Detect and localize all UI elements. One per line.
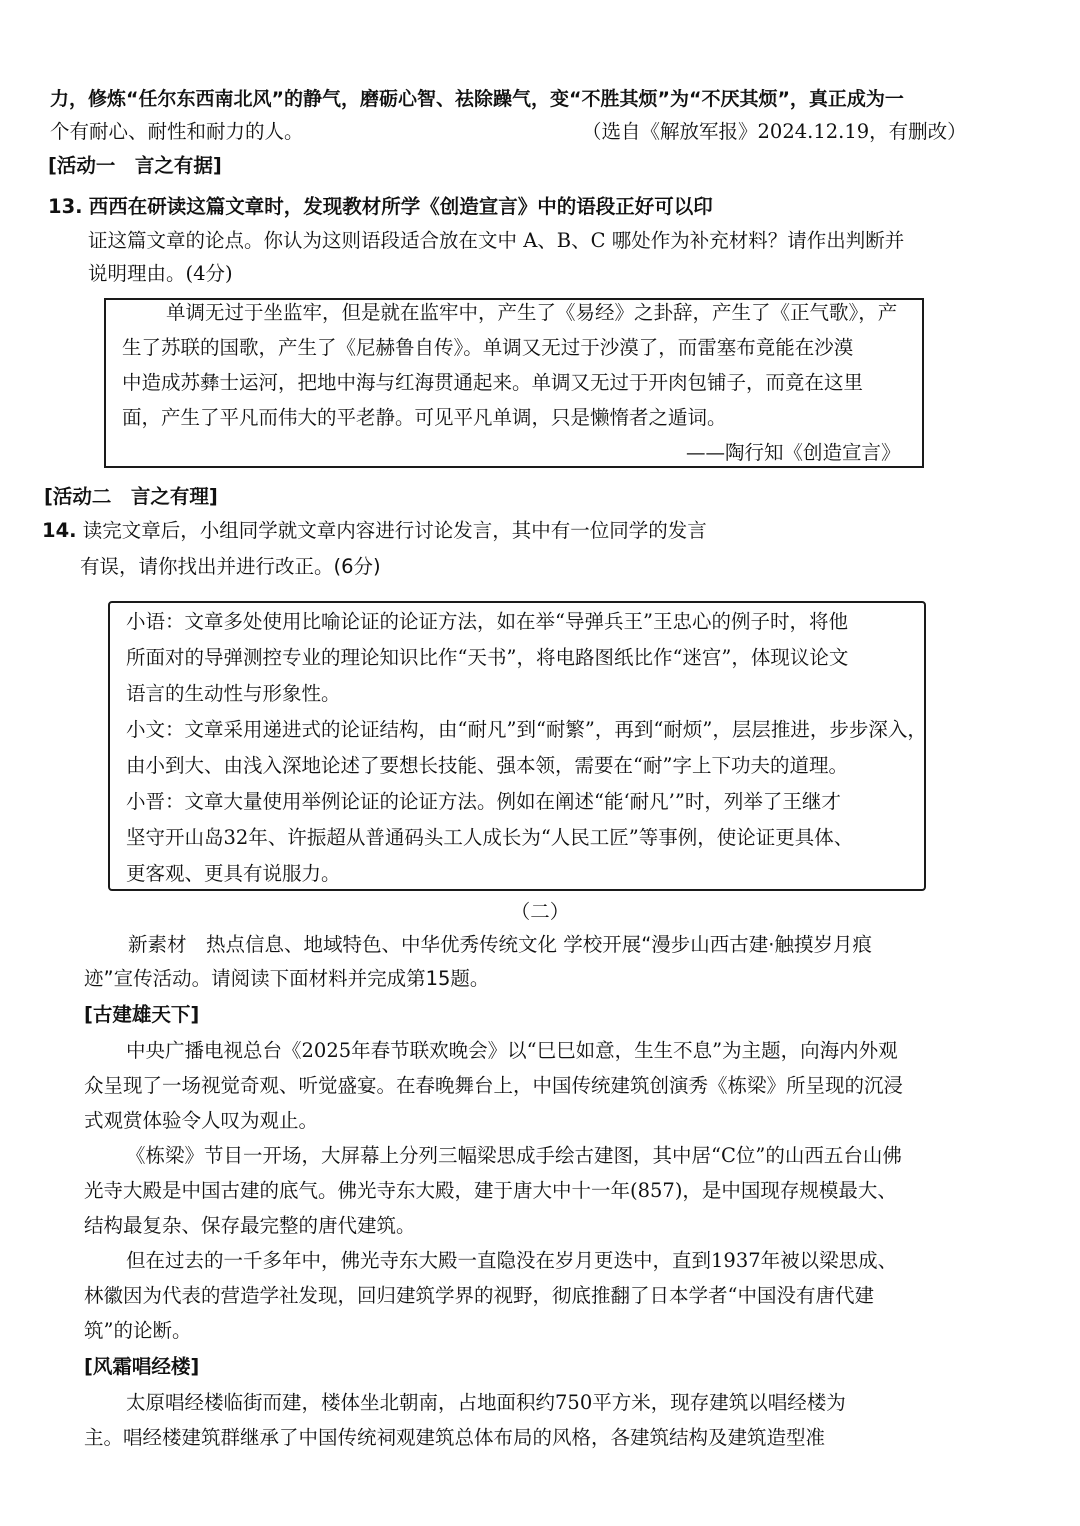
discussion-line: 小语：文章多处使用比喻论证的论证方法，如在举“导弹兵王”王忠心的例子时，将他 [126, 610, 848, 633]
discussion-box [108, 601, 926, 891]
paragraph-line: 光寺大殿是中国古建的底气。佛光寺东大殿，建于唐大中十一年(857)，是中国现存规模最大、 [84, 1179, 897, 1202]
activity-heading: [活动一 言之有据] [48, 154, 222, 177]
discussion-line: 语言的生动性与形象性。 [126, 682, 341, 705]
question-text: 有误，请你找出并进行改正。(6分) [80, 555, 381, 578]
intro-line: 迹”宣传活动。请阅读下面材料并完成第15题。 [84, 967, 490, 990]
intro-line: 新素材 热点信息、地域特色、中华优秀传统文化 学校开展“漫步山西古建·触摸岁月痕 [128, 933, 872, 956]
quote-line: 中造成苏彝士运河，把地中海与红海贯通起来。单调又无过于开肉包铺子，而竟在这里 [122, 371, 864, 394]
quote-attribution: ——陶行知《创造宣言》 [686, 441, 901, 464]
paragraph-line: 筑”的论断。 [84, 1319, 192, 1342]
source-citation: （选自《解放军报》2024.12.19，有删改） [582, 120, 967, 143]
question-number: 13. [48, 195, 83, 218]
subsection-heading: [风霜唱经楼] [84, 1355, 200, 1378]
question-text: 证这篇文章的论点。你认为这则语段适合放在文中 A、B、C 哪处作为补充材料？请作出判断并 [88, 229, 905, 252]
discussion-line: 由小到大、由浅入深地论述了要想长技能、强本领，需要在“耐”字上下功夫的道理。 [126, 754, 848, 777]
paragraph-line: 太原唱经楼临街而建，楼体坐北朝南，占地面积约750平方米，现存建筑以唱经楼为 [126, 1391, 846, 1414]
section-title: （二） [510, 900, 570, 923]
question-14 [42, 516, 707, 546]
quote-line: 单调无过于坐监牢，但是就在监牢中，产生了《易经》之卦辞，产生了《正气歌》，产 [166, 301, 898, 324]
discussion-line: 坚守开山岛32年、许振超从普通码头工人成长为“人民工匠”等事例，使论证更具体、 [126, 826, 854, 849]
discussion-line: 小文：文章采用递进式的论证结构，由“耐凡”到“耐繁”，再到“耐烦”，层层推进，步步深入， [126, 718, 927, 741]
discussion-line: 更客观、更具有说服力。 [126, 862, 341, 885]
text-line: 力，修炼“任尔东西南北风”的静气，磨砺心智、祛除躁气，变“不胜其烦”为“不厌其烦”，真正成为一 [50, 88, 904, 110]
discussion-line: 所面对的导弹测控专业的理论知识比作“天书”，将电路图纸比作“迷宫”，体现议论文 [126, 646, 849, 669]
quote-line: 面，产生了平凡而伟大的平老静。可见平凡单调，只是懒惰者之遁词。 [122, 406, 727, 429]
quote-line: 生了苏联的国歌，产生了《尼赫鲁自传》。单调又无过于沙漠了，而雷塞布竟能在沙漠 [122, 336, 854, 359]
paragraph-line: 式观赏体验令人叹为观止。 [84, 1109, 319, 1132]
discussion-line: 小晋：文章大量使用举例论证的论证方法。例如在阐述“能‘耐凡’”时，列举了王继才 [126, 790, 841, 813]
text-line: 个有耐心、耐性和耐力的人。 [50, 120, 304, 143]
question-number: 14. [42, 519, 77, 542]
question-13 [48, 192, 713, 222]
paragraph-line: 林徽因为代表的营造学社发现，回归建筑学界的视野，彻底推翻了日本学者“中国没有唐代建 [84, 1284, 874, 1307]
paragraph-line: 但在过去的一千多年中，佛光寺东大殿一直隐没在岁月更迭中，直到1937年被以梁思成、 [126, 1249, 898, 1272]
question-text: 读完文章后，小组同学就文章内容进行讨论发言，其中有一位同学的发言 [82, 519, 707, 542]
paragraph-line: 中央广播电视总台《2025年春节联欢晚会》以“巳巳如意，生生不息”为主题，向海内外观 [126, 1039, 898, 1062]
paragraph-line: 《栋梁》节目一开场，大屏幕上分列三幅梁思成手绘古建图，其中居“C位”的山西五台山佛 [126, 1144, 902, 1167]
question-text: 说明理由。(4分) [88, 262, 233, 285]
paragraph-line: 结构最复杂、保存最完整的唐代建筑。 [84, 1214, 416, 1237]
activity-heading: [活动二 言之有理] [44, 485, 218, 508]
paragraph-line: 主。唱经楼建筑群继承了中国传统祠观建筑总体布局的风格，各建筑结构及建筑造型准 [84, 1426, 826, 1449]
paragraph-line: 众呈现了一场视觉奇观、听觉盛宴。在春晚舞台上，中国传统建筑创演秀《栋梁》所呈现的沉浸 [84, 1074, 904, 1097]
subsection-heading: [古建雄天下] [84, 1003, 200, 1026]
quote-box [104, 298, 924, 468]
question-text: 西西在研读这篇文章时，发现教材所学《创造宣言》中的语段正好可以印 [88, 195, 713, 218]
